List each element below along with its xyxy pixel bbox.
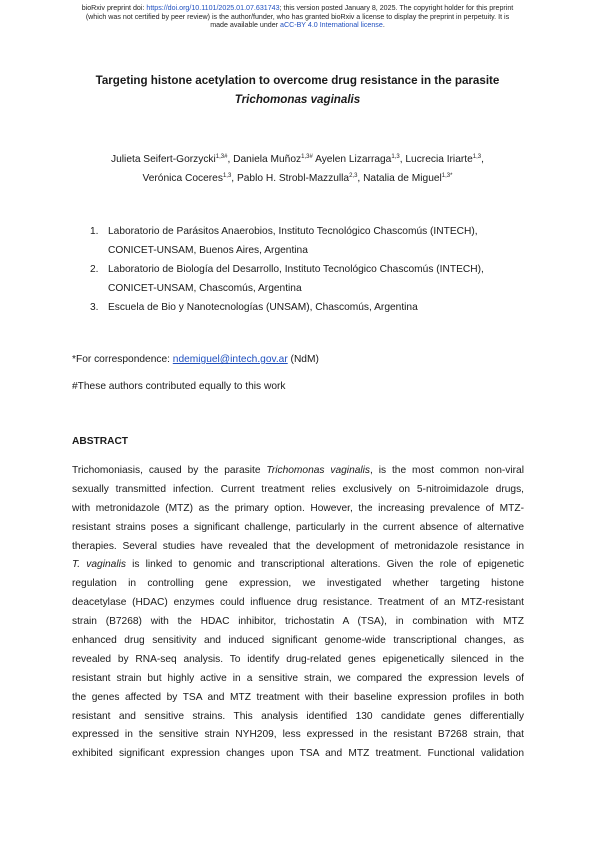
author-name: Natalia de Miguel	[363, 173, 442, 184]
abstract-text: therapies. Several studies have revealed that the development of metronidazole resistance in	[72, 540, 524, 552]
abstract-line	[72, 519, 524, 538]
affiliation-item	[82, 260, 542, 298]
abstract-line	[72, 575, 524, 594]
abstract-heading: ABSTRACT	[72, 436, 129, 447]
paper-title	[60, 71, 535, 109]
abstract-text: enhanced drug sensitivity and induced significant genome-wide transcriptional changes, as	[72, 635, 524, 647]
affiliation-line: CONICET-UNSAM, Buenos Aires, Argentina	[108, 245, 308, 256]
author-name: Verónica Coceres	[142, 173, 223, 184]
correspondence-email-link[interactable]: ndemiguel@intech.gov.ar	[172, 354, 288, 365]
abstract-line	[72, 594, 524, 613]
author-separator: ,	[227, 154, 234, 165]
affiliation-line: Laboratorio de Biología del Desarrollo, Instituto Tecnológico Chascomús (INTECH),	[108, 264, 484, 275]
abstract-line	[72, 670, 524, 689]
header-license-prefix: made available under	[210, 21, 281, 30]
abstract-text: regulation in controlling gene expression, we investigated whether targeting histone	[72, 578, 524, 590]
header-line-2: (which was not certified by peer review) is the author/funder, who has granted bioRxiv a license to display the preprint in perpetuity. It is	[85, 12, 510, 21]
doi-link[interactable]: https://doi.org/10.1101/2025.01.07.631743	[146, 4, 280, 12]
affiliation-item	[82, 298, 542, 317]
affiliation-number: 3.	[90, 302, 99, 313]
abstract-text: the genes affected by TSA and MTZ treatment with their baseline expression profiles in both	[72, 691, 524, 703]
author-name: Julieta Seifert-Gorzycki	[111, 154, 216, 165]
author-affiliation-marker: 1,3	[391, 154, 400, 160]
author-affiliation-marker: 1,3*	[441, 173, 453, 179]
abstract-text: expressed in the sensitive strain NYH209, less expressed in the resistant B7268 strain, that	[72, 729, 524, 741]
abstract-text: resistant and sensitive strains. This analysis identified 130 candidate genes differentially	[72, 710, 524, 722]
abstract-species-name: Trichomonas vaginalis	[266, 465, 371, 476]
abstract-text: with metronidazole (MTZ) as the primary option. However, the increasing prevalence of MTZ-	[72, 502, 524, 514]
author-affiliation-marker: 1,3#	[301, 154, 313, 160]
abstract-text: Trichomoniasis, caused by the parasite	[72, 465, 267, 476]
author-affiliation-marker: 2,3	[349, 173, 358, 179]
author-affiliation-marker: 1,3#	[215, 154, 228, 160]
author-affiliation-marker: 1,3	[222, 173, 232, 179]
abstract-line	[72, 556, 524, 575]
abstract-text: deacetylase (HDAC) enzymes could influence drug resistance. Treatment of an MTZ-resistant	[72, 597, 524, 609]
affiliation-number: 2.	[90, 264, 99, 275]
author-separator: ,	[357, 173, 364, 184]
correspondence-initials: (NdM)	[287, 354, 319, 365]
author-name: Ayelen Lizarraga	[315, 154, 392, 165]
affiliation-line: CONICET-UNSAM, Chascomús, Argentina	[108, 283, 302, 294]
author-name: Daniela Muñoz	[233, 154, 302, 165]
abstract-line	[72, 462, 524, 481]
header-license-suffix: .	[382, 21, 385, 30]
header-copyright-text: ; this version posted January 8, 2025. The copyright holder for this preprint	[279, 4, 514, 12]
abstract-species-name: T. vaginalis	[72, 559, 126, 571]
header-line-3	[0, 21, 595, 30]
equal-contribution-note: #These authors contributed equally to this work	[72, 381, 286, 392]
abstract-line	[72, 651, 524, 670]
author-separator: ,	[399, 154, 406, 165]
author-separator: ,	[231, 173, 237, 184]
abstract-line	[72, 689, 524, 708]
abstract-text: strain (B7268) with the HDAC inhibitor, trichostatin A (TSA), in combination with MTZ	[72, 616, 524, 628]
author-line-2	[60, 169, 535, 188]
author-line-1	[60, 150, 535, 169]
abstract-text: revealed by RNA-seq analysis. To identify drug-related genes epigenetically silenced in the	[72, 653, 524, 665]
abstract-line	[72, 500, 524, 519]
abstract-body	[72, 462, 524, 764]
affiliation-line: Laboratorio de Parásitos Anaerobios, Instituto Tecnológico Chascomús (INTECH),	[108, 226, 478, 237]
abstract-text: sexually transmitted infection. Current treatment relies exclusively on 5-nitroimidazole drugs,	[72, 483, 524, 495]
abstract-text: , is the most common non-viral	[370, 465, 524, 476]
abstract-line	[72, 538, 524, 557]
license-link[interactable]: aCC-BY 4.0 International license	[280, 21, 383, 30]
abstract-line	[72, 632, 524, 651]
affiliation-item	[82, 222, 542, 260]
title-main: Targeting histone acetylation to overcome drug resistance in the parasite	[95, 74, 500, 87]
affiliation-number: 1.	[90, 226, 99, 237]
abstract-text: exhibited significant expression changes upon TSA and MTZ treatment. Functional validation	[72, 748, 524, 760]
correspondence-label: *For correspondence:	[72, 354, 173, 365]
abstract-text: resistant strains poses a significant challenge, particularly in the current absence of alternative	[72, 521, 524, 533]
abstract-text: is linked to genomic and transcriptional alterations. Given the role of epigenetic	[125, 559, 524, 571]
abstract-text: resistant strain but highly active in a sensitive strain, we compared the expression levels of	[72, 672, 524, 684]
abstract-line	[72, 708, 524, 727]
correspondence-note	[72, 350, 319, 369]
author-list	[60, 150, 535, 188]
title-species: Trichomonas vaginalis	[234, 93, 361, 106]
header-line-1	[0, 4, 595, 13]
affiliation-line: Escuela de Bio y Nanotecnologías (UNSAM), Chascomús, Argentina	[108, 302, 418, 313]
abstract-line	[72, 745, 524, 764]
affiliation-list	[82, 222, 542, 317]
abstract-line	[72, 613, 524, 632]
abstract-line	[72, 726, 524, 745]
abstract-line	[72, 481, 524, 500]
author-affiliation-marker: 1,3	[472, 154, 482, 160]
header-doi-prefix: bioRxiv preprint doi:	[81, 4, 147, 12]
author-name: Pablo H. Strobl-Mazzulla	[236, 173, 350, 184]
author-separator: ,	[481, 154, 484, 165]
author-name: Lucrecia Iriarte	[405, 154, 473, 165]
preprint-header	[0, 4, 595, 30]
